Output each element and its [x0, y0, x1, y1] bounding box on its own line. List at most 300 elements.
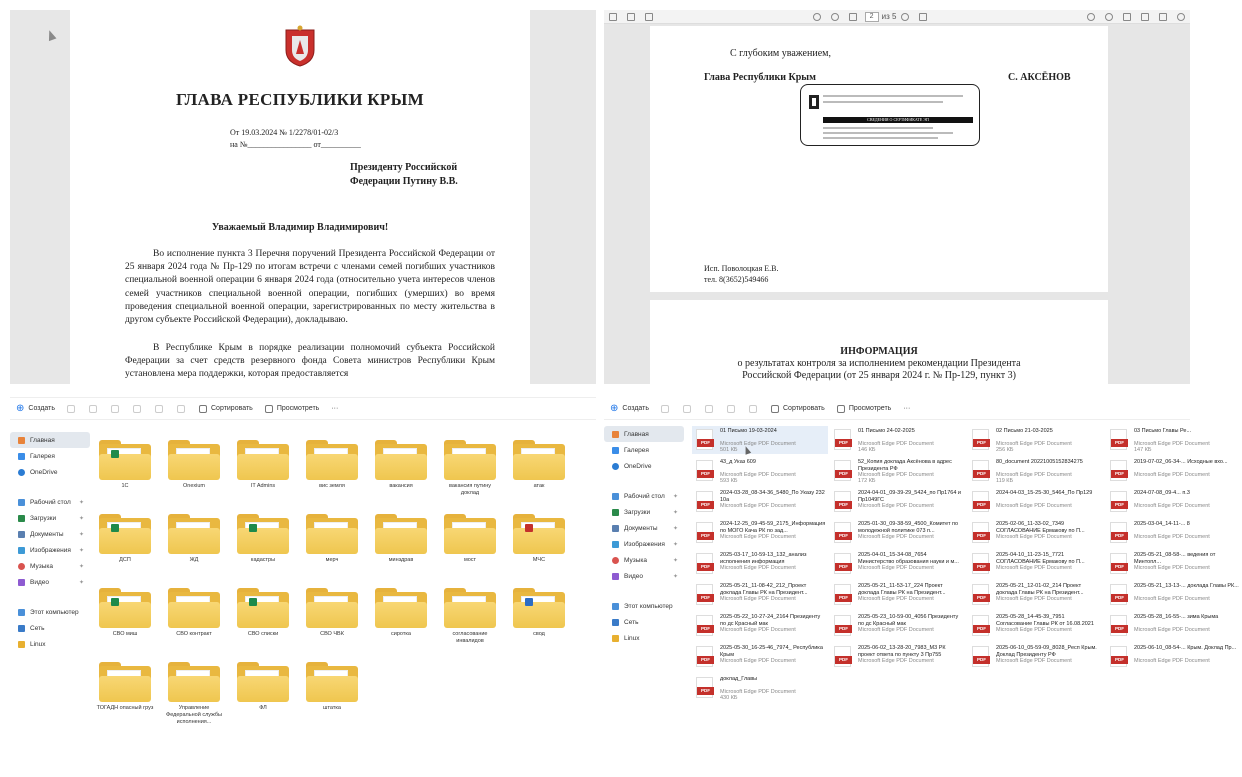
file-type: Microsoft Edge PDF Document — [858, 565, 934, 571]
pin-icon: ✦ — [78, 547, 84, 554]
share-icon[interactable] — [155, 405, 163, 413]
file-type: Microsoft Edge PDF Document — [720, 441, 796, 447]
videos-icon — [612, 573, 619, 580]
folder-item[interactable] — [234, 588, 292, 638]
folder-item[interactable] — [96, 440, 154, 490]
file-name: 2025-05-23_10-59-00_4056 Президенту по дс Красный мак — [858, 614, 959, 627]
two-page-icon[interactable] — [919, 13, 927, 21]
file-size: 430 КБ — [720, 695, 738, 701]
pdf-file-icon: PDF — [834, 584, 851, 605]
onedrive-icon — [612, 463, 619, 470]
pdf-file-icon: PDF — [1110, 429, 1127, 450]
sort-button[interactable]: Сортировать — [771, 405, 825, 413]
pdf-file-item[interactable] — [1106, 519, 1242, 547]
pdf-file-item[interactable] — [692, 457, 828, 485]
pdf-file-icon: PDF — [972, 615, 989, 636]
file-type: Microsoft Edge PDF Document — [720, 596, 796, 602]
view-icon — [837, 405, 845, 413]
pdf-file-item[interactable] — [692, 643, 828, 671]
paste-icon[interactable] — [705, 405, 713, 413]
folder-label: вакансия путину доклад — [449, 483, 491, 496]
folder-item[interactable] — [96, 588, 154, 638]
folder-icon — [444, 514, 496, 554]
folder-item[interactable] — [165, 588, 223, 638]
file-type: Microsoft Edge PDF Document — [996, 534, 1072, 540]
nav-documents[interactable]: Документы ✦ — [10, 526, 90, 542]
letter-heading: ГЛАВА РЕСПУБЛИКИ КРЫМ — [176, 90, 424, 109]
pdf-file-icon: PDF — [834, 429, 851, 450]
pdf-file-item[interactable] — [1106, 488, 1242, 516]
file-type: Microsoft Edge PDF Document — [1134, 565, 1210, 571]
letter-page — [70, 10, 530, 384]
folder-icon — [306, 662, 358, 702]
folder-label: согласование инвалидов — [452, 631, 488, 644]
nav-music[interactable]: Музыка ✦ — [604, 552, 684, 568]
fullscreen-icon[interactable] — [1159, 13, 1167, 21]
file-size: 501 КБ — [720, 447, 738, 453]
zoom-in-icon[interactable] — [831, 13, 839, 21]
pin-icon: ✦ — [672, 509, 678, 516]
file-size: 146 КБ — [858, 447, 876, 453]
folder-item[interactable] — [510, 514, 568, 564]
folder-label: ЖД — [189, 557, 199, 563]
folder-item[interactable] — [441, 440, 499, 497]
pdf-file-icon: PDF — [1110, 491, 1127, 512]
signer-title: Глава Республики Крым — [704, 72, 816, 83]
file-type: Microsoft Edge PDF Document — [720, 503, 796, 509]
pdf-file-item[interactable] — [1106, 612, 1242, 640]
file-type: Microsoft Edge PDF Document — [996, 565, 1072, 571]
nav-desktop[interactable]: Рабочий стол ✦ — [10, 494, 90, 510]
folder-label: 1С — [121, 483, 129, 489]
pdf-file-icon: PDF — [1110, 522, 1127, 543]
command-bar — [604, 398, 1190, 420]
home-icon — [18, 437, 25, 444]
file-name: 2024-03-28_08-34-36_5480_По Указу 232 10а — [720, 490, 825, 503]
folder-item[interactable] — [234, 514, 292, 564]
crimea-emblem-icon — [282, 24, 318, 68]
folder-icon — [513, 588, 565, 628]
rename-icon[interactable] — [727, 405, 735, 413]
file-type: Microsoft Edge PDF Document — [858, 658, 934, 664]
file-name: 2025-06-10_08-54-... Крым. Доклад Пр... — [1134, 645, 1237, 651]
folder-icon — [168, 440, 220, 480]
folder-icon — [237, 440, 289, 480]
stamp-emblem-icon — [809, 95, 819, 109]
home-icon — [612, 431, 619, 438]
mouse-cursor — [46, 29, 57, 41]
sort-icon — [199, 405, 207, 413]
highlight-icon[interactable] — [645, 13, 653, 21]
delete-icon[interactable] — [177, 405, 185, 413]
pdf-file-icon: PDF — [696, 584, 713, 605]
pdf-file-icon: PDF — [834, 491, 851, 512]
nav-home[interactable]: Главная — [10, 432, 90, 448]
nav-documents[interactable]: Документы ✦ — [604, 520, 684, 536]
file-size: 593 КБ — [720, 478, 738, 484]
folder-item[interactable] — [372, 588, 430, 638]
pdf-file-icon: PDF — [696, 553, 713, 574]
file-name: 2025-05-21_08-58-... ведения от Минтопл... — [1134, 552, 1216, 565]
phone-line: тел. 8(3652)549466 — [704, 275, 769, 284]
pdf-file-icon: PDF — [1110, 553, 1127, 574]
folder-icon — [99, 440, 151, 480]
pdf-file-item[interactable] — [1106, 643, 1242, 671]
executor-line: Исп. Поволоцкая Е.В. — [704, 264, 779, 273]
file-type: Microsoft Edge PDF Document — [996, 596, 1072, 602]
folder-item[interactable] — [234, 662, 292, 712]
folder-icon — [99, 588, 151, 628]
file-type: Microsoft Edge PDF Document — [1134, 658, 1210, 664]
nav-network[interactable]: Сеть — [10, 620, 90, 636]
letter-paragraph-1: Во исполнение пункта 3 Перечня поручений Президента Российской Федерации от 25 января 2024 года № Пр-129 по итогам встречи с членами семей погибших участников специальной военной операции 6 января 2024 года (относительно учета интересов членов семей участников специальной военной операции, погибших (умерших) во время проведения специальной военной операции, зарегистрированных по месту жительства в другом субъекте Российской Федерации), докладываю. — [125, 249, 495, 326]
folder-icon — [306, 440, 358, 480]
folder-icon — [306, 588, 358, 628]
pdf-file-icon: PDF — [696, 677, 713, 698]
pdf-file-item[interactable] — [692, 488, 828, 516]
settings-icon[interactable] — [1177, 13, 1185, 21]
file-name: 01 Письмо 24-02-2025 — [858, 428, 915, 434]
sort-button[interactable]: Сортировать — [199, 405, 253, 413]
pin-icon: ✦ — [672, 493, 678, 500]
nav-gallery[interactable]: Галерея — [604, 442, 684, 458]
save-as-icon[interactable] — [1141, 13, 1149, 21]
closing-phrase: С глубоким уважением, — [730, 48, 831, 59]
pdf-file-item[interactable] — [692, 519, 828, 547]
pdf-file-item[interactable] — [830, 643, 966, 671]
folder-item[interactable] — [165, 514, 223, 564]
nav-linux[interactable]: Linux — [604, 630, 684, 646]
file-name: 2025-05-21_11-08-42_212_Проект доклада Главы РК на Президент... — [720, 583, 808, 596]
pdf-file-icon: PDF — [834, 646, 851, 667]
signer-name: С. АКСЁНОВ — [1008, 72, 1071, 83]
folder-item[interactable] — [510, 588, 568, 638]
explorer-folders-window — [10, 388, 596, 770]
e-signature-stamp — [800, 84, 980, 146]
addressee-line-1: Президенту Российской — [350, 162, 458, 173]
nav-downloads[interactable]: Загрузки ✦ — [10, 510, 90, 526]
file-type: Microsoft Edge PDF Document — [996, 658, 1072, 664]
pdf-file-icon: PDF — [834, 460, 851, 481]
folder-label: моcт — [463, 557, 477, 563]
file-type: Microsoft Edge PDF Document — [1134, 472, 1210, 478]
folder-icon — [99, 514, 151, 554]
file-size: 256 КБ — [996, 447, 1014, 453]
pdf-file-item[interactable] — [830, 457, 966, 485]
file-name: 2024-04-03_15-25-30_5464_По Пр129 — [996, 490, 1093, 496]
folder-icon — [168, 662, 220, 702]
pdf-file-item[interactable] — [692, 550, 828, 578]
pdf-file-icon: PDF — [696, 460, 713, 481]
pdf-file-icon: PDF — [696, 646, 713, 667]
nav-videos[interactable]: Видео ✦ — [604, 568, 684, 584]
search-icon[interactable] — [1087, 13, 1095, 21]
folder-item[interactable] — [165, 440, 223, 490]
file-name: 2025-05-21_11-53-17_224 Проект доклада Главы РК на Президент... — [858, 583, 946, 596]
pdf-file-item[interactable] — [830, 612, 966, 640]
draw-icon[interactable] — [627, 13, 635, 21]
create-button[interactable]: ⊕ Создать — [610, 402, 649, 414]
folder-icon — [168, 514, 220, 554]
pdf-file-item[interactable] — [830, 519, 966, 547]
documents-icon — [18, 531, 25, 538]
file-name: 2025-01-30_09-38-59_4500_Комитет по молодежной политике 073 п... — [858, 521, 959, 534]
pin-icon: ✦ — [78, 579, 84, 586]
folder-item[interactable] — [372, 440, 430, 490]
view-icon — [265, 405, 273, 413]
pdf-file-icon: PDF — [696, 491, 713, 512]
file-type: Microsoft Edge PDF Document — [858, 627, 934, 633]
pdf-file-item[interactable] — [968, 426, 1104, 454]
file-name: 03 Письмо Главы Ре... — [1134, 428, 1192, 434]
downloads-icon — [18, 515, 25, 522]
view-button[interactable]: Просмотреть — [265, 405, 319, 413]
desktop-icon — [18, 499, 25, 506]
file-type: Microsoft Edge PDF Document — [996, 503, 1072, 509]
folder-label: ДСП — [119, 557, 131, 563]
file-size: 147 КБ — [1134, 447, 1152, 453]
file-name: 2025-05-21_12-01-02_214 Проект доклада Главы РК на Президент... — [996, 583, 1084, 596]
folder-icon — [444, 588, 496, 628]
documents-icon — [612, 525, 619, 532]
file-name: 2025-04-10_11-23-15_7721 СОГЛАСОВАНИЕ Ермакову по П... — [996, 552, 1085, 565]
file-name: 43_д Указ 609 — [720, 459, 756, 465]
nav-pictures[interactable]: Изображения ✦ — [10, 542, 90, 558]
pdf-file-item[interactable] — [692, 612, 828, 640]
folder-label: СВО контракт — [176, 631, 212, 637]
paste-icon[interactable] — [111, 405, 119, 413]
folder-label: СВО списки — [247, 631, 279, 637]
nav-this-pc[interactable]: Этот компьютер — [604, 598, 684, 614]
folder-item[interactable] — [303, 588, 361, 638]
nav-network[interactable]: Сеть — [604, 614, 684, 630]
file-name: 2024-07-08_09-4... п.3 — [1134, 490, 1190, 496]
folder-label: СВО миш — [112, 631, 138, 637]
copy-icon[interactable] — [683, 405, 691, 413]
folder-label: вакансия — [389, 483, 413, 489]
file-size: 119 КБ — [996, 478, 1014, 484]
folder-icon — [375, 588, 427, 628]
pdf-file-icon: PDF — [972, 429, 989, 450]
videos-icon — [18, 579, 25, 586]
file-type: Microsoft Edge PDF Document — [1134, 441, 1210, 447]
pdf-file-icon: PDF — [696, 429, 713, 450]
address-bar[interactable] — [10, 388, 596, 398]
pdf-file-item[interactable] — [1106, 426, 1242, 454]
nav-onedrive[interactable]: OneDrive — [10, 464, 90, 480]
letter-date-line: От 19.03.2024 № 1/2278/01-02/3 — [230, 128, 339, 137]
view-button[interactable]: Просмотреть — [837, 405, 891, 413]
pdf-file-icon: PDF — [696, 522, 713, 543]
file-name: 2024-04-01_09-39-29_5424_по Пр1764 и Пр1049ГС — [858, 490, 961, 503]
file-name: 2025-04-01_15-34-08_7654 Министерство образования науки и м... — [858, 552, 959, 565]
nav-pictures[interactable]: Изображения ✦ — [604, 536, 684, 552]
folder-item[interactable] — [303, 514, 361, 564]
folder-label: IT Admins — [250, 483, 276, 489]
more-button[interactable]: ··· — [331, 405, 339, 412]
music-icon — [612, 557, 619, 564]
letter-paragraph-2: В Республике Крым в порядке реализации полномочий субъекта Российской Федерации за счет средств резервного фонда Совета министров Республики Крым установлена мера поддержки, которая предоставляется — [125, 343, 495, 380]
nav-home[interactable]: Главная — [604, 426, 684, 442]
folder-item[interactable] — [441, 588, 499, 645]
nav-linux[interactable]: Linux — [10, 636, 90, 652]
file-name: 52_Копия доклада Аксёнова в адрес Президента РФ — [858, 459, 952, 472]
zoom-out-icon[interactable] — [813, 13, 821, 21]
create-button[interactable]: ⊕ Создать — [16, 402, 55, 414]
pictures-icon — [18, 547, 25, 554]
network-icon — [612, 619, 619, 626]
pdf-file-item[interactable] — [830, 426, 966, 454]
pdf-file-item[interactable] — [1106, 550, 1242, 578]
cut-icon[interactable] — [661, 405, 669, 413]
pdf-toolbar — [604, 10, 1190, 24]
pdf-file-item[interactable] — [968, 519, 1104, 547]
pdf-file-item[interactable] — [830, 581, 966, 609]
folder-label: Управление Федеральной службы исполнения... — [166, 705, 222, 725]
computer-icon — [612, 603, 619, 610]
info-subtitle-1: о результатах контроля за исполнением рекомендации Президента — [737, 358, 1021, 369]
addressee-line-2: Федерации Путину В.В. — [350, 176, 458, 187]
linux-icon — [612, 635, 619, 642]
nav-videos[interactable]: Видео ✦ — [10, 574, 90, 590]
file-name: 2025-05-28_14-45-39_7951 Согласование Главы РК от 16.08.2021 — [996, 614, 1094, 627]
network-icon — [18, 625, 25, 632]
pdf-file-item[interactable] — [968, 550, 1104, 578]
file-name: 01 Письмо 19-03-2024 — [720, 428, 777, 434]
folder-label: ФЛ — [259, 705, 267, 711]
downloads-icon — [612, 509, 619, 516]
folder-item[interactable] — [234, 440, 292, 490]
pdf-file-icon: PDF — [972, 522, 989, 543]
file-name: 2025-06-10_05-59-09_8028_Респ Крым. Доклад Президенту РФ — [996, 645, 1097, 658]
cut-icon[interactable] — [67, 405, 75, 413]
file-type: Microsoft Edge PDF Document — [996, 472, 1072, 478]
folder-item[interactable] — [372, 514, 430, 564]
pdf-file-item[interactable] — [968, 457, 1104, 485]
file-name: 02 Письмо 21-03-2025 — [996, 428, 1053, 434]
pictures-icon — [612, 541, 619, 548]
pdf-page-2 — [650, 26, 1108, 292]
pdf-viewer-panel — [604, 10, 1190, 384]
pdf-file-item[interactable] — [830, 488, 966, 516]
menu-icon[interactable] — [609, 13, 617, 21]
pdf-file-item[interactable] — [692, 581, 828, 609]
print-icon[interactable] — [1105, 13, 1113, 21]
pin-icon: ✦ — [672, 557, 678, 564]
copy-icon[interactable] — [89, 405, 97, 413]
nav-desktop[interactable]: Рабочий стол ✦ — [604, 488, 684, 504]
file-type: Microsoft Edge PDF Document — [858, 472, 934, 478]
file-name: 80_document 20221005152834275 — [996, 459, 1083, 465]
pdf-file-item[interactable] — [968, 643, 1104, 671]
desktop-icon — [612, 493, 619, 500]
file-type: Microsoft Edge PDF Document — [858, 596, 934, 602]
pdf-file-icon: PDF — [834, 553, 851, 574]
pdf-file-item[interactable] — [692, 426, 828, 454]
folder-icon — [306, 514, 358, 554]
pdf-file-icon: PDF — [972, 491, 989, 512]
nav-downloads[interactable]: Загрузки ✦ — [604, 504, 684, 520]
file-type: Microsoft Edge PDF Document — [1134, 627, 1210, 633]
rename-icon[interactable] — [133, 405, 141, 413]
nav-pane — [10, 432, 90, 652]
file-type: Microsoft Edge PDF Document — [720, 658, 796, 664]
pdf-file-icon: PDF — [834, 522, 851, 543]
nav-onedrive[interactable]: OneDrive — [604, 458, 684, 474]
file-name: 2025-02-06_11-33-02_7349 СОГЛАСОВАНИЕ Ермакову по П... — [996, 521, 1085, 534]
pdf-file-item[interactable] — [692, 674, 828, 702]
nav-pane — [604, 426, 684, 646]
folder-label: кадастры — [250, 557, 276, 563]
pdf-page-3 — [650, 300, 1108, 384]
folder-item[interactable] — [303, 662, 361, 712]
more-button[interactable]: ··· — [903, 405, 911, 412]
command-bar — [10, 398, 596, 420]
pdf-file-item[interactable] — [968, 612, 1104, 640]
pin-icon: ✦ — [78, 515, 84, 522]
pdf-file-icon: PDF — [972, 584, 989, 605]
file-type: Microsoft Edge PDF Document — [720, 534, 796, 540]
fit-page-icon[interactable] — [849, 13, 857, 21]
info-subtitle-2: Российской Федерации (от 25 января 2024 г. № Пр-129, пункт 3) — [742, 370, 1016, 381]
info-title: ИНФОРМАЦИЯ — [840, 346, 918, 357]
pdf-file-icon: PDF — [1110, 615, 1127, 636]
pdf-file-item[interactable] — [968, 581, 1104, 609]
explorer-pdf-window — [604, 394, 1239, 770]
sort-icon — [771, 405, 779, 413]
pin-icon: ✦ — [78, 563, 84, 570]
nav-this-pc[interactable]: Этот компьютер — [10, 604, 90, 620]
file-type: Microsoft Edge PDF Document — [858, 441, 934, 447]
computer-icon — [18, 609, 25, 616]
file-name: 2025-05-22_10-27-24_2164 Президенту по дс Красный мак — [720, 614, 821, 627]
folder-item[interactable] — [441, 514, 499, 564]
pdf-file-item[interactable] — [1106, 457, 1242, 485]
pdf-file-item[interactable] — [830, 550, 966, 578]
folder-item[interactable] — [303, 440, 361, 490]
file-size: 172 КБ — [858, 478, 876, 484]
file-name: 2025-03-04_14-11-... 8 — [1134, 521, 1190, 527]
file-type: Microsoft Edge PDF Document — [1134, 596, 1210, 602]
file-name: 2025-05-30_16-25-46_7974_ Республика Крым — [720, 645, 823, 658]
pdf-file-icon: PDF — [1110, 460, 1127, 481]
pdf-file-icon: PDF — [972, 646, 989, 667]
folder-icon — [513, 514, 565, 554]
folder-icon — [99, 662, 151, 702]
pin-icon: ✦ — [672, 541, 678, 548]
page-number-input[interactable]: 2 — [865, 12, 879, 22]
folder-item[interactable] — [510, 440, 568, 490]
file-name: 2025-05-21_13-13-... доклада Главы РК... — [1134, 583, 1239, 589]
file-name: 2019-07-02_06-34-... Исходные вхо... — [1134, 459, 1228, 465]
folder-item[interactable] — [96, 514, 154, 564]
file-name: 2025-03-17_10-59-13_132_анализ исполнения информация — [720, 552, 807, 565]
rotate-icon[interactable] — [901, 13, 909, 21]
folder-label: минздрав — [388, 557, 414, 563]
nav-gallery[interactable]: Галерея — [10, 448, 90, 464]
folder-item[interactable] — [96, 662, 154, 712]
pdf-file-item[interactable] — [968, 488, 1104, 516]
nav-music[interactable]: Музыка ✦ — [10, 558, 90, 574]
pdf-file-item[interactable] — [1106, 581, 1242, 609]
save-icon[interactable] — [1123, 13, 1131, 21]
pdf-file-icon: PDF — [1110, 584, 1127, 605]
file-name: доклад_Главы — [720, 676, 758, 682]
stamp-title: СВЕДЕНИЯ О СЕРТИФИКАТЕ ЭП — [823, 117, 973, 123]
share-icon[interactable] — [749, 405, 757, 413]
folder-item[interactable] — [165, 662, 223, 726]
file-type: Microsoft Edge PDF Document — [720, 627, 796, 633]
